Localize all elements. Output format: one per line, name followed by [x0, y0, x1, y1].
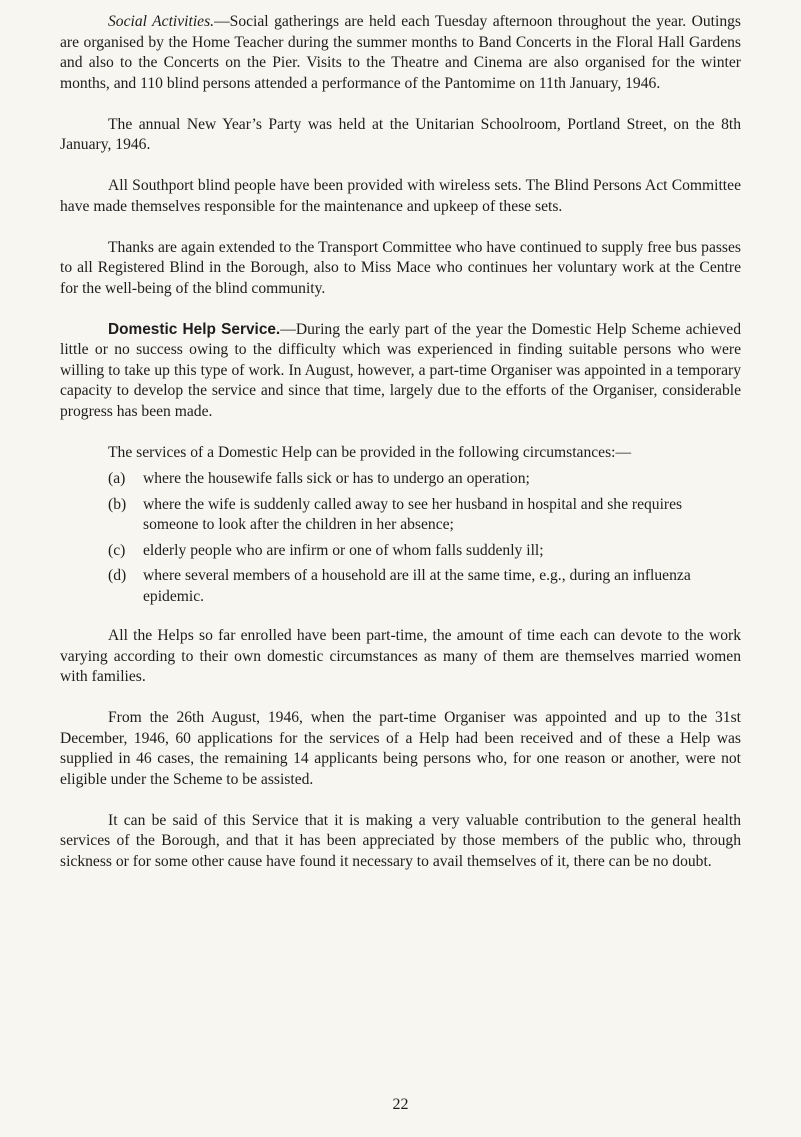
list-item-d [108, 566, 741, 607]
domestic-help-heading: Domestic Help Service. [108, 320, 281, 338]
page-number: 22 [392, 1096, 409, 1113]
domestic-help-text: —During the early part of the year the Domestic Help Scheme achieved little or no success owing to the difficulty which was experienced in finding suitable persons who were willing to take up this type of work. In August, however, a part-time Organiser was appointed in a temporary capacity to develop the service and since that time, largely due to the efforts of the Organiser, considerable progress has been made. [60, 320, 741, 420]
list-item-text: where the housewife falls sick or has to undergo an operation; [143, 470, 530, 487]
list-item-b [108, 495, 741, 536]
list-item-label: (d) [108, 567, 127, 584]
paragraph-domestic-help [60, 320, 741, 423]
paragraph-applications: From the 26th August, 1946, when the part-time Organiser was appointed and up to the 31st December, 1946, 60 applications for the services of a Help had been received and of these a Help was supplied in 46 cases, the remaining 14 applicants being persons who, for one reason or another, were not eligible under the Scheme to be assisted. [60, 709, 741, 788]
paragraph-social-activities [60, 12, 741, 94]
list-item-label: (c) [108, 541, 126, 559]
list-item-a [108, 469, 741, 490]
social-activities-text: —Social gatherings are held each Tuesday afternoon throughout the year. Outings are organised by the Home Teacher during the summer months to Band Concerts in the Floral Hall Gardens and also to the Concerts on the Pier. Visits to the Theatre and Cinema are also organised for the winter months, and 110 blind persons attended a performance of the Pantomime on 11th January, 1946. [60, 13, 741, 92]
list-item-label: (b) [108, 495, 127, 513]
paragraph-conclusion: It can be said of this Service that it is making a very valuable contribution to the general health services of the Borough, and that it has been appreciated by those members of the public who, through sickness or for some other cause have found it necessary to avail themselves of it, there can be no doubt. [60, 811, 741, 870]
paragraph-thanks: Thanks are again extended to the Transport Committee who have continued to supply free bus passes to all Registered Blind in the Borough, also to Miss Mace who continues her voluntary work at the Centre for the well-being of the blind community. [60, 238, 741, 297]
social-activities-heading: Social Activities. [108, 13, 215, 30]
list-item-c [108, 541, 741, 562]
list-item-text: elderly people who are infirm or one of whom falls suddenly ill; [143, 541, 544, 559]
paragraph-new-year-party: The annual New Year’s Party was held at the Unitarian Schoolroom, Portland Street, on the 8th January, 1946. [60, 115, 741, 153]
list-item-text: where several members of a household are ill at the same time, e.g., during an influenza epidemic. [143, 567, 691, 605]
paragraph-wireless-sets: All Southport blind people have been provided with wireless sets. The Blind Persons Act Committee have made themselves responsible for the maintenance and upkeep of these sets. [60, 177, 741, 215]
list-item-text: where the wife is suddenly called away to see her husband in hospital and she requires someone to look after the children in her absence; [143, 495, 683, 533]
list-item-label: (a) [108, 470, 126, 487]
paragraph-circumstances-intro: The services of a Domestic Help can be provided in the following circumstances:— [108, 443, 632, 461]
paragraph-helps-enrolled: All the Helps so far enrolled have been part-time, the amount of time each can devote to the work varying according to their own domestic circumstances as many of them are themselves married women with families. [60, 627, 741, 685]
